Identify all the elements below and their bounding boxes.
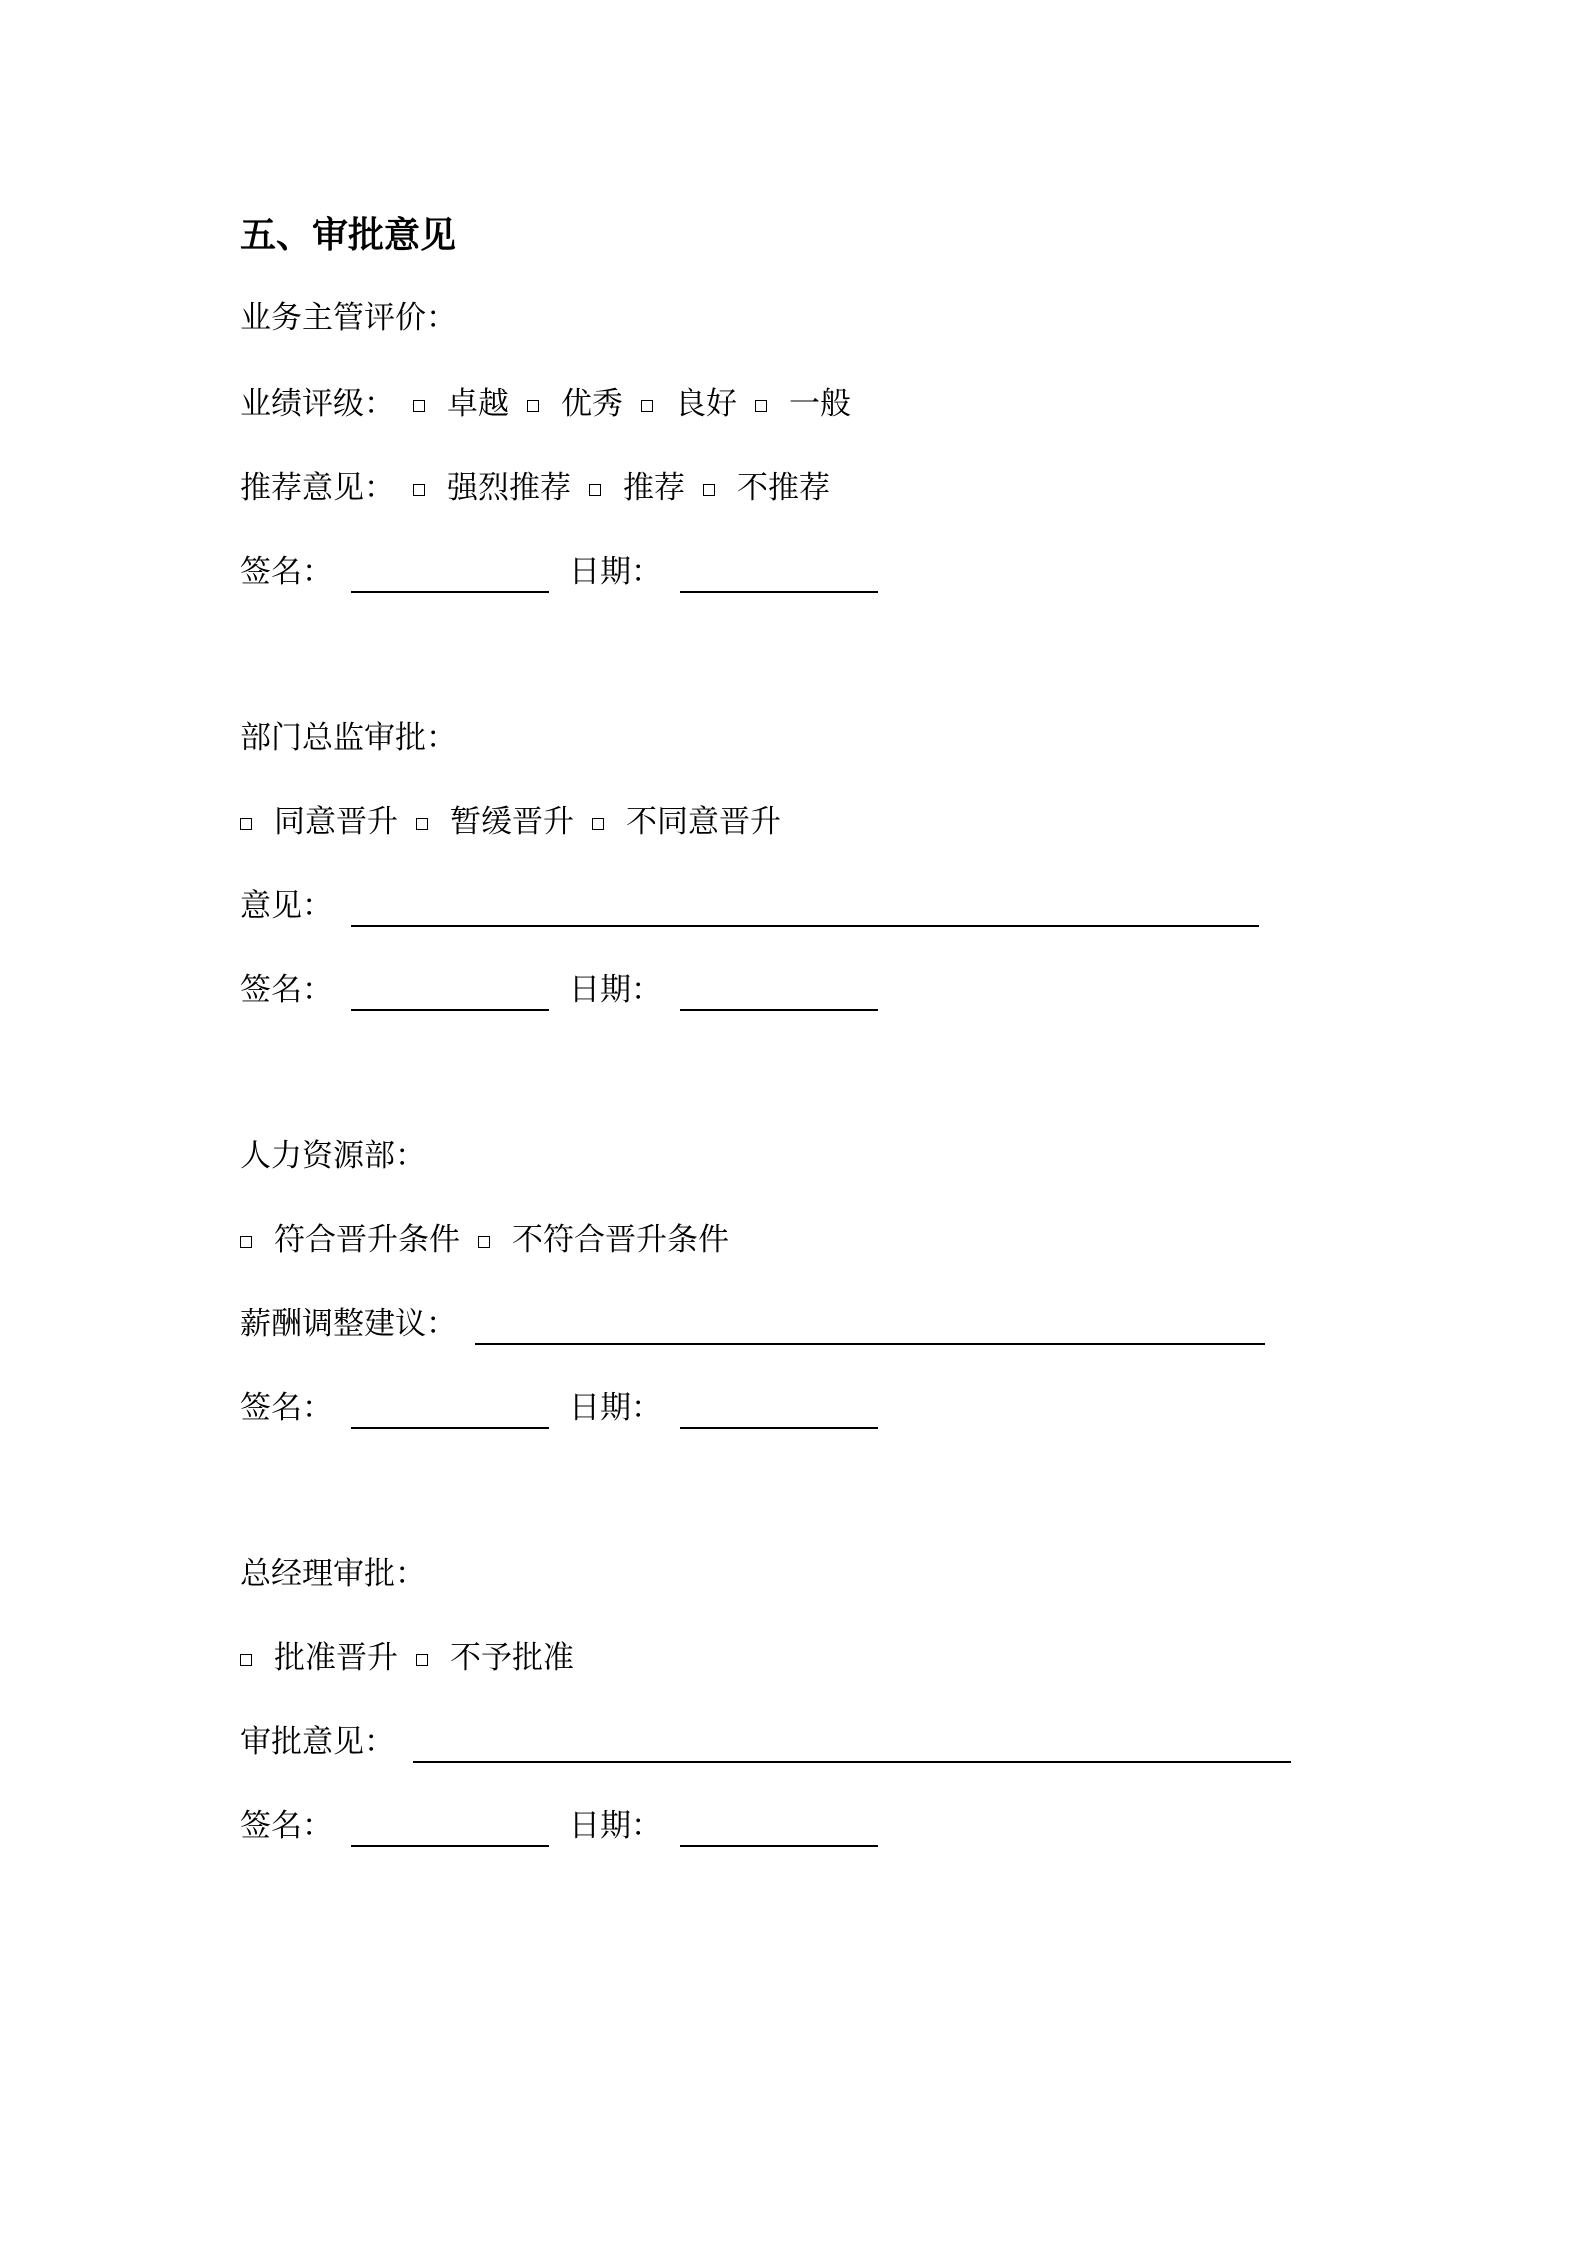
salary-label: 薪酬调整建议： [240, 1306, 457, 1342]
sign-label: 签名： [240, 554, 333, 590]
checkbox[interactable] [413, 400, 425, 412]
section-heading: 五、审批意见 [240, 215, 457, 256]
supervisor-signature-row [240, 550, 878, 594]
rating-option-excellent[interactable]: 卓越 [413, 382, 509, 426]
recommend-label: 推荐意见： [240, 470, 395, 506]
sign-label: 签名： [240, 1808, 333, 1844]
gm-options-row [240, 1636, 574, 1680]
checkbox[interactable] [755, 400, 767, 412]
date-label: 日期： [569, 1390, 662, 1426]
sign-label: 签名： [240, 1390, 333, 1426]
rating-row [240, 382, 851, 426]
date-label: 日期： [569, 1808, 662, 1844]
checkbox[interactable] [416, 818, 428, 830]
director-title [240, 716, 457, 760]
checkbox[interactable] [527, 400, 539, 412]
checkbox[interactable] [416, 1654, 428, 1666]
gm-option-reject[interactable]: 不予批准 [416, 1636, 574, 1680]
checkbox[interactable] [641, 400, 653, 412]
hr-title [240, 1134, 426, 1178]
hr-signature-row [240, 1386, 878, 1430]
gm-signature-row [240, 1804, 878, 1848]
date-label: 日期： [569, 554, 662, 590]
checkbox[interactable] [413, 484, 425, 496]
supervisor-title [240, 296, 457, 340]
director-options-row [240, 800, 781, 844]
supervisor-title-text: 业务主管评价： [240, 300, 457, 336]
director-signature-row [240, 968, 878, 1012]
approval-opinion-label: 审批意见： [240, 1724, 395, 1760]
checkbox[interactable] [240, 818, 252, 830]
opinion-label: 意见： [240, 888, 333, 924]
signature-field[interactable] [351, 1391, 549, 1429]
checkbox[interactable] [240, 1654, 252, 1666]
gm-opinion-row [240, 1720, 1291, 1764]
checkbox[interactable] [592, 818, 604, 830]
checkbox[interactable] [589, 484, 601, 496]
hr-options-row [240, 1218, 729, 1262]
rating-label: 业绩评级： [240, 386, 395, 422]
hr-option-eligible[interactable]: 符合晋升条件 [240, 1218, 460, 1262]
signature-field[interactable] [351, 555, 549, 593]
checkbox[interactable] [703, 484, 715, 496]
director-title-text: 部门总监审批： [240, 720, 457, 756]
recommend-option-strong[interactable]: 强烈推荐 [413, 466, 571, 510]
signature-field[interactable] [351, 1809, 549, 1847]
date-field[interactable] [680, 555, 878, 593]
approval-opinion-field[interactable] [413, 1725, 1291, 1763]
date-field[interactable] [680, 1391, 878, 1429]
checkbox[interactable] [240, 1236, 252, 1248]
recommend-option-no[interactable]: 不推荐 [703, 466, 830, 510]
date-field[interactable] [680, 1809, 878, 1847]
rating-option-good[interactable]: 良好 [641, 382, 737, 426]
director-opinion-row [240, 884, 1259, 928]
salary-suggestion-field[interactable] [475, 1307, 1265, 1345]
director-option-approve[interactable]: 同意晋升 [240, 800, 398, 844]
sign-label: 签名： [240, 972, 333, 1008]
rating-option-outstanding[interactable]: 优秀 [527, 382, 623, 426]
gm-title-text: 总经理审批： [240, 1556, 426, 1592]
signature-field[interactable] [351, 973, 549, 1011]
recommend-row [240, 466, 830, 510]
checkbox[interactable] [478, 1236, 490, 1248]
director-option-postpone[interactable]: 暂缓晋升 [416, 800, 574, 844]
gm-title [240, 1552, 426, 1596]
date-label: 日期： [569, 972, 662, 1008]
gm-option-approve[interactable]: 批准晋升 [240, 1636, 398, 1680]
hr-title-text: 人力资源部： [240, 1138, 426, 1174]
opinion-field[interactable] [351, 889, 1259, 927]
rating-option-average[interactable]: 一般 [755, 382, 851, 426]
date-field[interactable] [680, 973, 878, 1011]
director-option-reject[interactable]: 不同意晋升 [592, 800, 781, 844]
hr-option-ineligible[interactable]: 不符合晋升条件 [478, 1218, 729, 1262]
salary-suggestion-row [240, 1302, 1265, 1346]
recommend-option-yes[interactable]: 推荐 [589, 466, 685, 510]
